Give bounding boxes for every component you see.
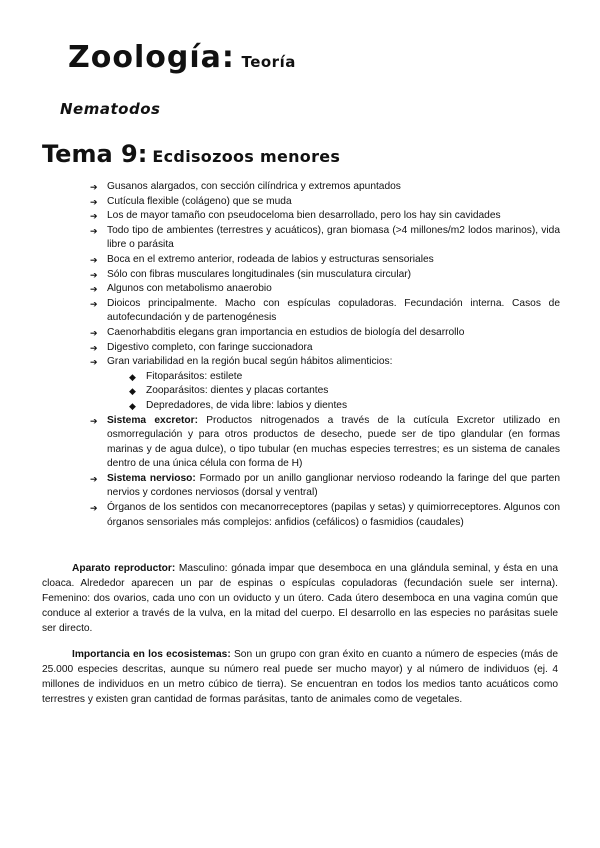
ecosistemas-text: Son un grupo con gran éxito en cuanto a número de especies (más de 25.000 especies descritas, aunque su número real puede ser mucho mayor) y al número de individuos (ej. 4 millones de individuos en un metro cúbico de tierra). Se encuentran en todos los medios tanto acuáticos como terrestres y existen gran cantidad de formas parásitas, tanto de animales como de vegetales. bbox=[42, 649, 558, 705]
reproductor-label: Aparato reproductor: bbox=[72, 563, 176, 574]
list-item-nervioso bbox=[90, 472, 560, 501]
sub-bullet-list bbox=[107, 370, 560, 414]
excretor-label: Sistema excretor: bbox=[107, 414, 198, 426]
nervioso-label: Sistema nervioso: bbox=[107, 472, 196, 484]
tema-number: Tema 9: bbox=[42, 140, 148, 168]
list-item: ➔ Todo tipo de ambientes (terrestres y acuáticos), gran biomasa (>4 millones/m2 lodos marinos), vida libre o parásita bbox=[90, 224, 560, 253]
list-item: ➔ Caenorhabditis elegans gran importancia en estudios de biología del desarrollo bbox=[90, 326, 560, 341]
bullet-list bbox=[90, 180, 560, 530]
tema-title: Ecdisozoos menores bbox=[152, 147, 341, 166]
list-item: ➔ Dioicos principalmente. Macho con espículas copuladoras. Fecundación interna. Casos de autofecundación y de partenogénesis bbox=[90, 297, 560, 326]
list-item-text: Gran variabilidad en la región bucal según hábitos alimenticios: bbox=[107, 356, 393, 368]
list-item-excretor bbox=[90, 414, 560, 472]
section-subtitle: Nematodos bbox=[60, 100, 161, 118]
list-item: ➔ Gusanos alargados, con sección cilíndrica y extremos apuntados bbox=[90, 180, 560, 195]
list-item: ➔ Los de mayor tamaño con pseudoceloma bien desarrollado, pero los hay sin cavidades bbox=[90, 209, 560, 224]
ecosistemas-label: Importancia en los ecosistemas: bbox=[72, 649, 231, 660]
excretor-text: Productos nitrogenados a través de la cutícula Excretor utilizado en osmorregulación y para otros productos de desecho, puede ser de tipo glandular (en formas marinas y de agua dulce), o tipo tubular (en muchas especies terrestres; es un sistema de canales dentro de una única célula con forma de H) bbox=[107, 414, 560, 470]
tema-heading bbox=[42, 140, 340, 168]
sub-list-item: ◆ Fitoparásitos: estilete bbox=[129, 370, 560, 385]
list-item bbox=[90, 355, 560, 413]
reproductor-text: Masculino: gónada impar que desemboca en una glándula seminal, y ésta en una cloaca. Alrededor aparecen un par de espinas o espículas copuladoras (fecundación suele ser interna). Femenino: dos ovarios, cada uno con un oviducto y un útero. Cada útero desemboca en una vagina común que conduce al exterior a través de la vulva, en la mitad del cuerpo. El desarrollo en las especies no parásitas suele ser directo. bbox=[42, 563, 558, 634]
list-item: ➔ Sólo con fibras musculares longitudinales (sin musculatura circular) bbox=[90, 268, 560, 283]
list-item-sentidos bbox=[90, 501, 560, 530]
list-item: ➔ Digestivo completo, con faringe succionadora bbox=[90, 341, 560, 356]
list-item: ➔ Boca en el extremo anterior, rodeada de labios y estructuras sensoriales bbox=[90, 253, 560, 268]
sub-list-item: ◆ Zooparásitos: dientes y placas cortantes bbox=[129, 384, 560, 399]
sentidos-text: Órganos de los sentidos con mecanorreceptores (papilas y setas) y quimiorreceptores. Algunos con órganos sensoriales más complejos: anfidios (cefálicos) o fasmidios (caudales) bbox=[107, 502, 560, 528]
sub-list-item: ◆ Depredadores, de vida libre: labios y dientes bbox=[129, 399, 560, 414]
paragraph-ecosistemas bbox=[42, 647, 558, 707]
list-item: ➔ Algunos con metabolismo anaerobio bbox=[90, 282, 560, 297]
page-title bbox=[68, 40, 296, 75]
title-text: Zoología: bbox=[68, 40, 235, 75]
title-suffix: Teoría bbox=[241, 53, 296, 71]
paragraph-reproductor bbox=[42, 561, 558, 636]
list-item: ➔ Cutícula flexible (colágeno) que se muda bbox=[90, 195, 560, 210]
nervioso-text: Formado por un anillo ganglionar nervioso rodeando la faringe del que parten nervios y cordones nerviosos (dorsal y ventral) bbox=[107, 472, 560, 499]
